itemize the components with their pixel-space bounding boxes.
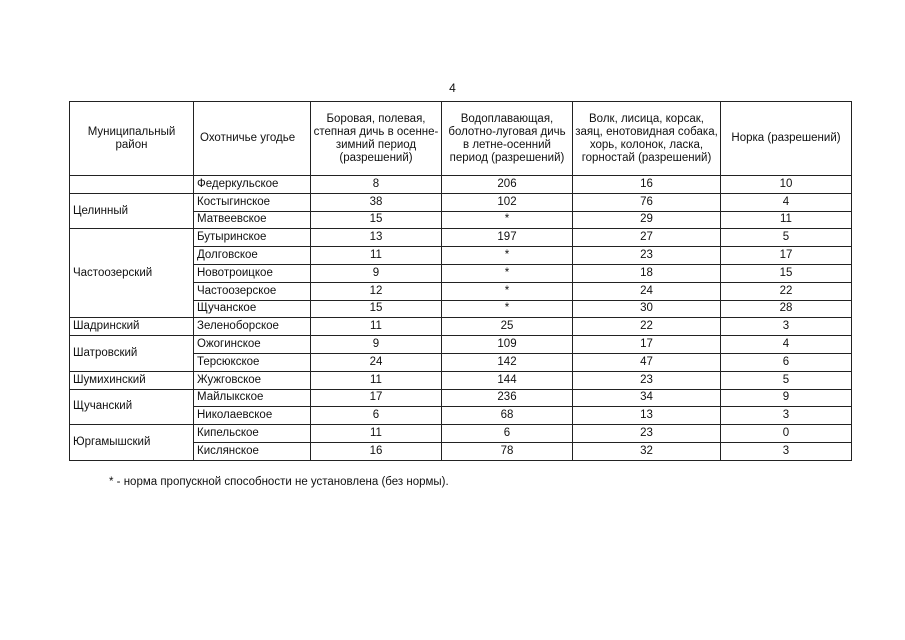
hunting-ground-cell: Новотроицкое [194, 264, 311, 282]
quota-cell-v4: 5 [721, 371, 852, 389]
header-fur-animals: Волк, лисица, корсак, заяц, енотовидная собака, хорь, колонок, ласка, горностай (разрешений) [573, 102, 721, 176]
quota-cell-v4: 0 [721, 425, 852, 443]
quota-cell-v1: 11 [311, 371, 442, 389]
quota-cell-v1: 16 [311, 442, 442, 460]
quota-cell-v3: 32 [573, 442, 721, 460]
quota-cell-v2: 142 [442, 353, 573, 371]
quota-cell-v1: 9 [311, 264, 442, 282]
quota-cell-v3: 23 [573, 425, 721, 443]
district-cell: Частоозерский [70, 229, 194, 318]
page-number: 4 [449, 81, 456, 95]
quota-cell-v4: 4 [721, 193, 852, 211]
quota-cell-v1: 6 [311, 407, 442, 425]
quota-cell-v3: 23 [573, 371, 721, 389]
quota-cell-v1: 12 [311, 282, 442, 300]
quota-cell-v1: 11 [311, 318, 442, 336]
quota-cell-v2: * [442, 264, 573, 282]
quota-cell-v4: 22 [721, 282, 852, 300]
quota-cell-v1: 15 [311, 211, 442, 229]
quota-cell-v1: 24 [311, 353, 442, 371]
quota-cell-v1: 11 [311, 247, 442, 265]
quota-cell-v3: 17 [573, 336, 721, 354]
hunting-ground-cell: Долговское [194, 247, 311, 265]
quota-cell-v2: 25 [442, 318, 573, 336]
quota-cell-v1: 8 [311, 176, 442, 194]
header-waterfowl: Водоплавающая, болотно-луговая дичь в летне-осенний период (разрешений) [442, 102, 573, 176]
district-cell: Шумихинский [70, 371, 194, 389]
table-header-row [70, 102, 852, 176]
district-cell: Юргамышский [70, 425, 194, 461]
quota-cell-v4: 3 [721, 442, 852, 460]
quota-cell-v2: * [442, 300, 573, 318]
quota-cell-v3: 18 [573, 264, 721, 282]
district-cell: Целинный [70, 193, 194, 229]
quota-cell-v2: 109 [442, 336, 573, 354]
quota-cell-v2: 102 [442, 193, 573, 211]
hunting-ground-cell: Щучанское [194, 300, 311, 318]
hunting-ground-cell: Федеркульское [194, 176, 311, 194]
quota-cell-v4: 15 [721, 264, 852, 282]
quota-cell-v3: 29 [573, 211, 721, 229]
quota-cell-v4: 5 [721, 229, 852, 247]
table-row [70, 193, 852, 211]
quota-cell-v4: 6 [721, 353, 852, 371]
quota-cell-v3: 47 [573, 353, 721, 371]
quota-cell-v2: * [442, 247, 573, 265]
quota-cell-v1: 15 [311, 300, 442, 318]
header-district: Муниципальный район [70, 102, 194, 176]
table-row [70, 389, 852, 407]
district-cell: Шадринский [70, 318, 194, 336]
quota-cell-v3: 27 [573, 229, 721, 247]
quota-cell-v4: 28 [721, 300, 852, 318]
quota-cell-v3: 16 [573, 176, 721, 194]
hunting-ground-cell: Жужговское [194, 371, 311, 389]
table-row [70, 229, 852, 247]
table-body [70, 176, 852, 461]
hunting-ground-cell: Терсюкское [194, 353, 311, 371]
quota-cell-v3: 24 [573, 282, 721, 300]
quota-cell-v3: 13 [573, 407, 721, 425]
quota-cell-v4: 3 [721, 318, 852, 336]
hunting-ground-cell: Кипельское [194, 425, 311, 443]
table-row [70, 318, 852, 336]
hunting-ground-cell: Кислянское [194, 442, 311, 460]
quota-cell-v3: 30 [573, 300, 721, 318]
quota-cell-v1: 9 [311, 336, 442, 354]
quota-cell-v4: 10 [721, 176, 852, 194]
table-row [70, 371, 852, 389]
quota-cell-v2: 236 [442, 389, 573, 407]
hunting-quota-table [69, 101, 852, 461]
table-row [70, 425, 852, 443]
header-upland-game: Боровая, полевая, степная дичь в осенне-зимний период (разрешений) [311, 102, 442, 176]
quota-cell-v2: 206 [442, 176, 573, 194]
quota-cell-v1: 13 [311, 229, 442, 247]
hunting-ground-cell: Николаевское [194, 407, 311, 425]
hunting-ground-cell: Матвеевское [194, 211, 311, 229]
hunting-ground-cell: Частоозерское [194, 282, 311, 300]
hunting-ground-cell: Бутыринское [194, 229, 311, 247]
quota-cell-v2: * [442, 282, 573, 300]
footnote: * - норма пропускной способности не установлена (без нормы). [109, 476, 449, 488]
header-mink: Норка (разрешений) [721, 102, 852, 176]
quota-cell-v1: 17 [311, 389, 442, 407]
quota-cell-v3: 22 [573, 318, 721, 336]
quota-cell-v3: 34 [573, 389, 721, 407]
hunting-ground-cell: Зеленоборское [194, 318, 311, 336]
quota-cell-v3: 76 [573, 193, 721, 211]
quota-cell-v2: * [442, 211, 573, 229]
hunting-ground-cell: Ожогинское [194, 336, 311, 354]
hunting-ground-cell: Майлыкское [194, 389, 311, 407]
header-hunting-ground: Охотничье угодье [194, 102, 311, 176]
district-cell: Шатровский [70, 336, 194, 372]
quota-cell-v4: 3 [721, 407, 852, 425]
table-row [70, 176, 852, 194]
quota-cell-v1: 11 [311, 425, 442, 443]
quota-cell-v2: 68 [442, 407, 573, 425]
district-cell [70, 176, 194, 194]
district-cell: Щучанский [70, 389, 194, 425]
hunting-ground-cell: Костыгинское [194, 193, 311, 211]
table-row [70, 336, 852, 354]
quota-cell-v4: 11 [721, 211, 852, 229]
quota-cell-v2: 197 [442, 229, 573, 247]
quota-cell-v4: 4 [721, 336, 852, 354]
quota-cell-v3: 23 [573, 247, 721, 265]
quota-cell-v2: 144 [442, 371, 573, 389]
quota-cell-v2: 6 [442, 425, 573, 443]
quota-cell-v4: 9 [721, 389, 852, 407]
quota-cell-v1: 38 [311, 193, 442, 211]
quota-cell-v2: 78 [442, 442, 573, 460]
quota-cell-v4: 17 [721, 247, 852, 265]
